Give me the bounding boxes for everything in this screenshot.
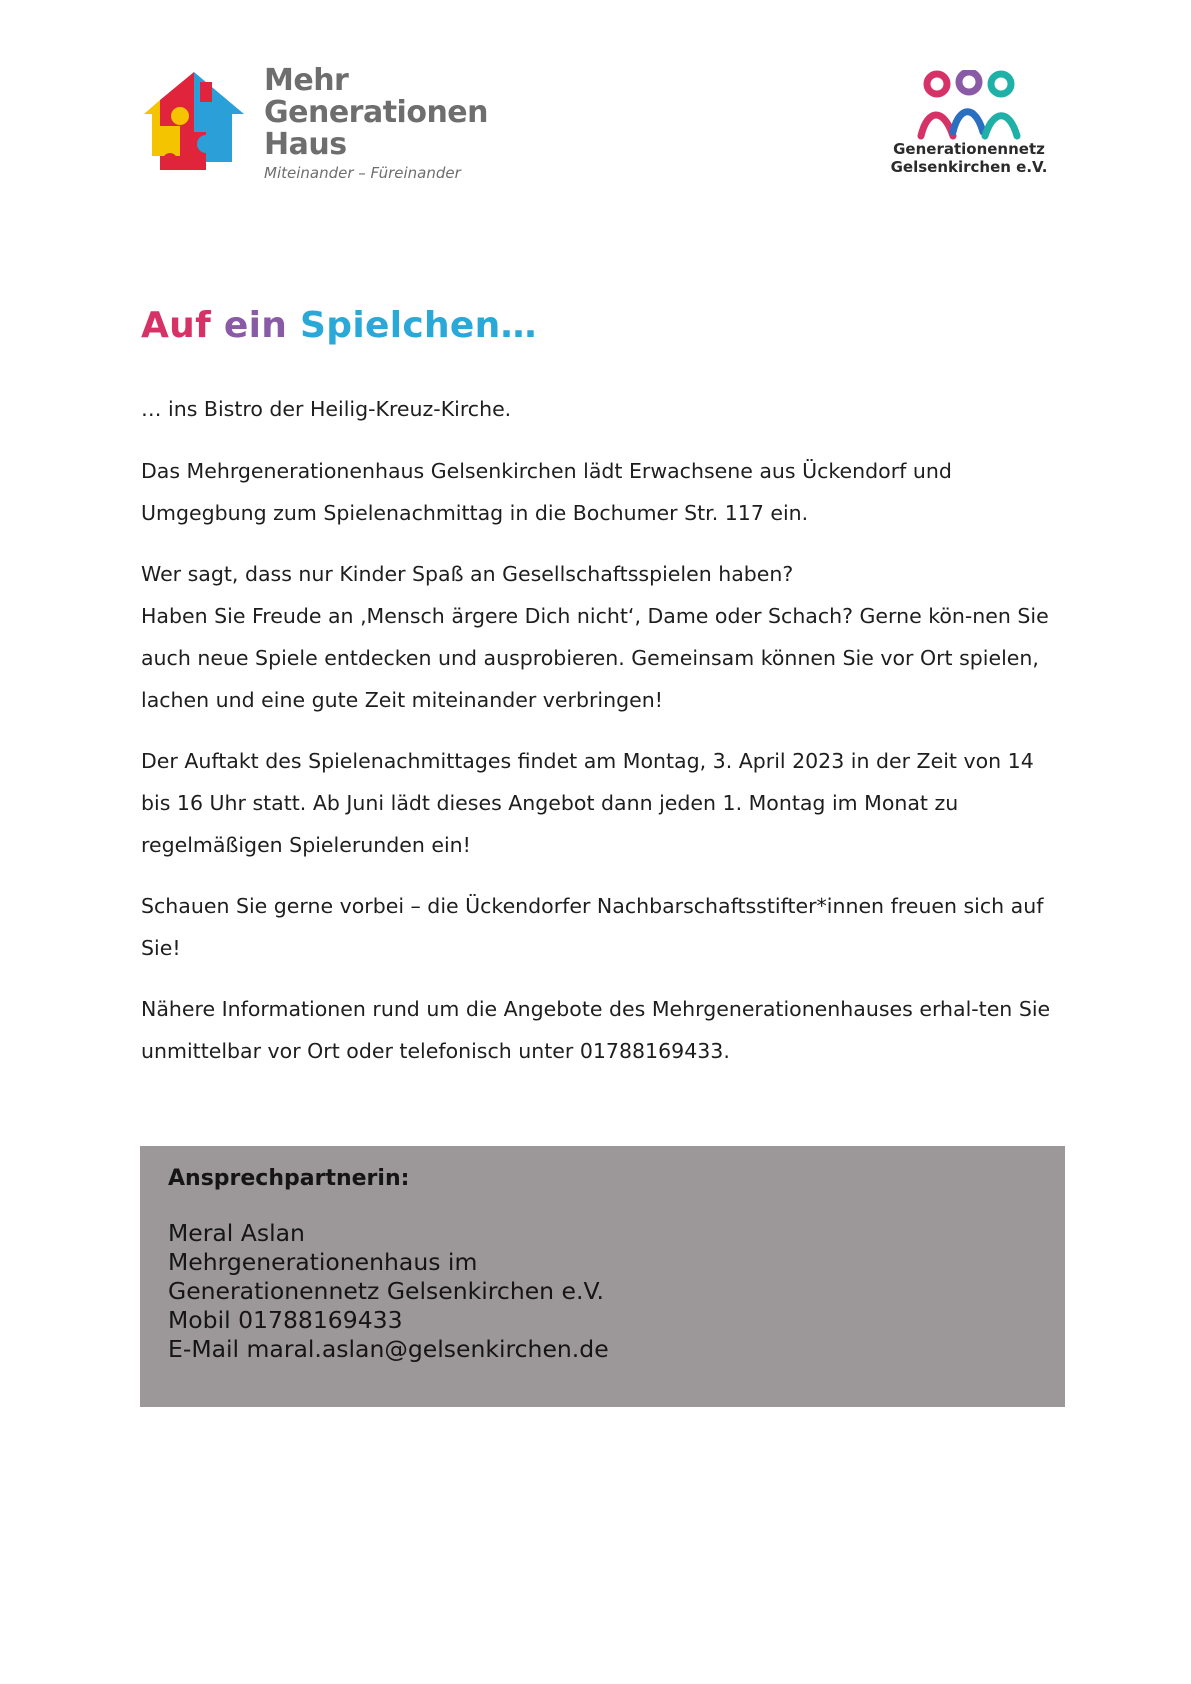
paragraph: Schauen Sie gerne vorbei – die Ückendorfer Nachbarschaftsstifter*innen freuen sich auf Sie! [141,894,1044,960]
logo-text-line: Generationen [264,95,489,130]
contact-box [140,1146,1065,1407]
contact-heading: Ansprechpartnerin: [168,1166,410,1191]
title-word: ein [223,305,288,346]
paragraph: Das Mehrgenerationenhaus Gelsenkirchen lädt Erwachsene aus Ückendorf und Umgegbung zum Spielenachmittag in die Bochumer Str. 117 ein. [141,459,952,525]
title-word: Spielchen… [300,305,537,346]
logo-text-line: Generationennetz [893,140,1045,158]
logo-text-line: Gelsenkirchen e.V. [890,158,1048,176]
three-people-icon [913,70,1025,140]
paragraph [141,553,1061,721]
contact-phone: Mobil 01788169433 [168,1306,403,1334]
logo-text-line: Mehr [264,63,349,98]
title-word: Auf [141,305,212,346]
contact-email: E-Mail maral.aslan@gelsenkirchen.de [168,1335,609,1363]
generationennetz-logo [884,70,1054,190]
paragraph: … ins Bistro der Heilig-Kreuz-Kirche. [141,397,512,421]
contact-organization: Mehrgenerationenhaus im [168,1248,478,1276]
mehrgenerationenhaus-logo [140,63,489,186]
logo-text-line: Haus [264,127,347,162]
page-title [141,305,537,346]
paragraph: Nähere Informationen rund um die Angebote des Mehrgenerationenhauses erhal-ten Sie unmittelbar vor Ort oder telefonisch unter 01788169433. [141,997,1051,1063]
paragraph-line: Haben Sie Freude an ‚Mensch ärgere Dich nicht‘, Dame oder Schach? Gerne kön-nen Sie auch neue Spiele entdecken und ausprobieren. Gemeinsam können Sie vor Ort spielen, lachen und eine gute Zeit miteinander verbringen! [141,604,1049,712]
contact-organization: Generationennetz Gelsenkirchen e.V. [168,1277,604,1305]
puzzle-house-icon [140,70,248,176]
logo-tagline: Miteinander – Füreinander [264,164,461,182]
paragraph-line: Wer sagt, dass nur Kinder Spaß an Gesellschaftsspielen haben? [141,562,794,586]
paragraph: Der Auftakt des Spielenachmittages findet am Montag, 3. April 2023 in der Zeit von 14 bis 16 Uhr statt. Ab Juni lädt dieses Angebot dann jeden 1. Montag im Monat zu regelmäßigen Spielerunden ein! [141,749,1034,857]
contact-name: Meral Aslan [168,1219,305,1247]
body-text [141,388,1061,1091]
